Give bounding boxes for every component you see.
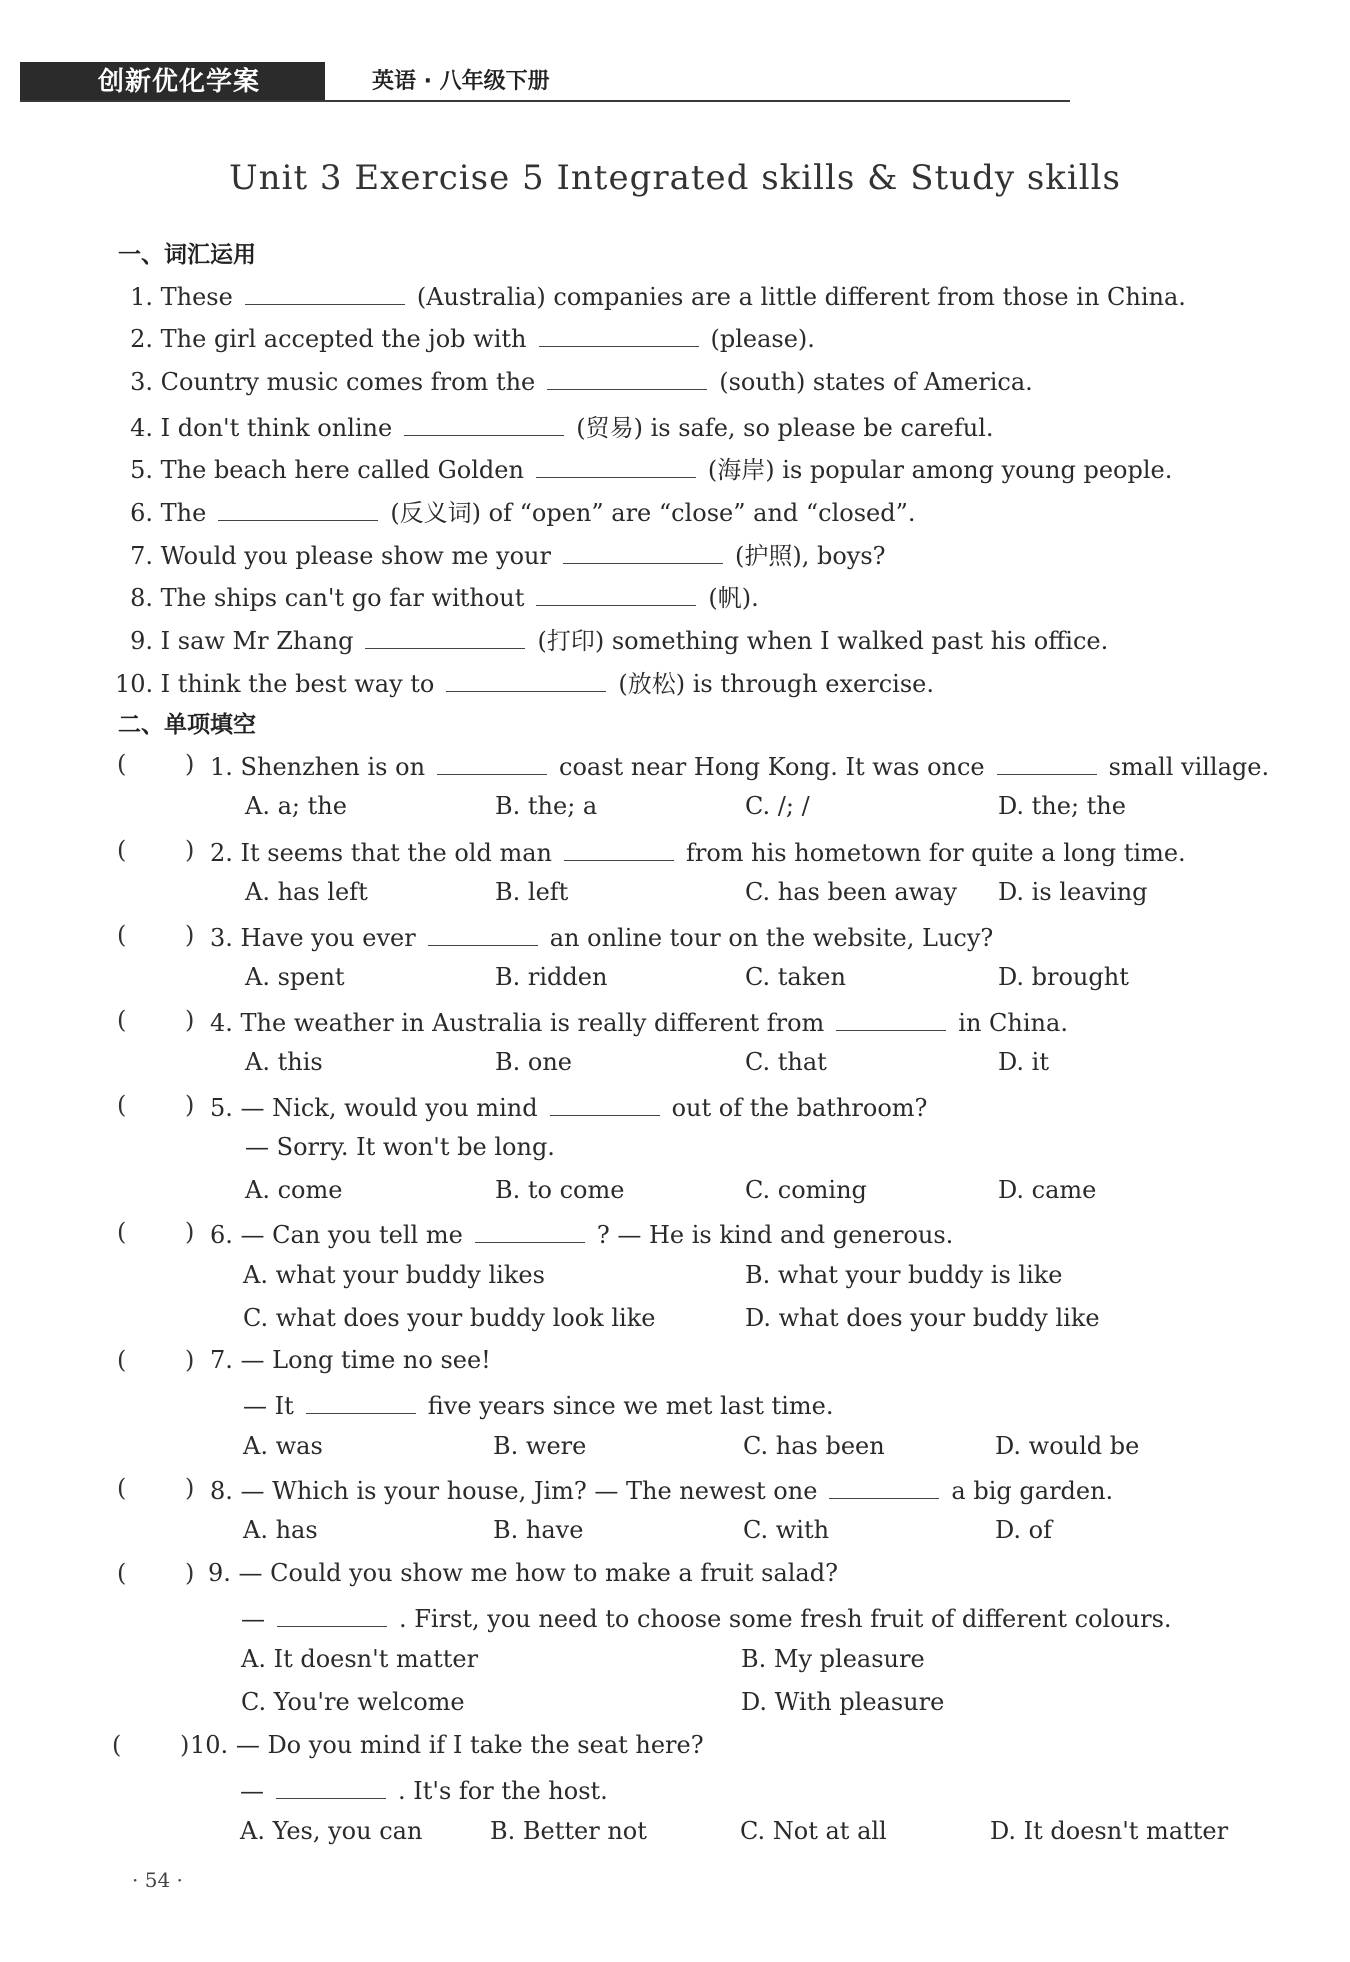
answer-paren-close: ) bbox=[185, 1218, 195, 1246]
answer-paren-close: ) bbox=[185, 836, 195, 864]
answer-paren-close: ) bbox=[185, 1006, 195, 1034]
vocab-item: 3. Country music comes from the (south) states of America. bbox=[128, 365, 1033, 396]
answer-blank[interactable] bbox=[539, 322, 699, 347]
option-b[interactable]: B. ridden bbox=[495, 963, 608, 991]
option-d[interactable]: D. It doesn't matter bbox=[990, 1817, 1229, 1845]
option-d[interactable]: D. With pleasure bbox=[741, 1688, 945, 1716]
answer-blank[interactable] bbox=[550, 1091, 660, 1116]
option-b[interactable]: B. the; a bbox=[495, 792, 598, 820]
option-d[interactable]: D. of bbox=[995, 1516, 1052, 1544]
question-5: 5. — Nick, would you mind out of the bathroom? bbox=[210, 1091, 927, 1122]
option-a[interactable]: A. come bbox=[245, 1176, 343, 1204]
option-b[interactable]: B. what your buddy is like bbox=[745, 1261, 1063, 1289]
page-title: Unit 3 Exercise 5 Integrated skills & Study skills bbox=[229, 158, 1121, 198]
answer-paren-open[interactable]: ( bbox=[117, 1474, 127, 1502]
answer-blank[interactable] bbox=[276, 1774, 386, 1799]
question-10-reply: — . It's for the host. bbox=[240, 1774, 608, 1805]
question-3: 3. Have you ever an online tour on the website, Lucy? bbox=[210, 921, 993, 952]
answer-paren-close: ) bbox=[185, 750, 195, 778]
option-c[interactable]: C. taken bbox=[745, 963, 846, 991]
answer-paren-open[interactable]: ( bbox=[112, 1731, 122, 1759]
option-a[interactable]: A. spent bbox=[245, 963, 345, 991]
answer-blank[interactable] bbox=[218, 496, 378, 521]
section-heading-multiple-choice: 二、单项填空 bbox=[118, 712, 256, 738]
option-b[interactable]: B. were bbox=[493, 1432, 587, 1460]
answer-paren-open[interactable]: ( bbox=[117, 1006, 127, 1034]
option-a[interactable]: A. was bbox=[243, 1432, 323, 1460]
answer-paren-close: ) bbox=[185, 1559, 195, 1587]
option-c[interactable]: C. coming bbox=[745, 1176, 867, 1204]
header-rule bbox=[20, 100, 1070, 102]
vocab-item: 9. I saw Mr Zhang (打印) something when I walked past his office. bbox=[128, 621, 1108, 656]
vocab-item: 2. The girl accepted the job with (please). bbox=[128, 322, 815, 353]
answer-paren-open[interactable]: ( bbox=[117, 1559, 127, 1587]
answer-paren-open[interactable]: ( bbox=[117, 1218, 127, 1246]
option-b[interactable]: B. left bbox=[495, 878, 569, 906]
answer-blank[interactable] bbox=[446, 667, 606, 692]
answer-blank[interactable] bbox=[428, 921, 538, 946]
option-c[interactable]: C. has been away bbox=[745, 878, 958, 906]
answer-blank[interactable] bbox=[475, 1218, 585, 1243]
option-a[interactable]: A. this bbox=[245, 1048, 323, 1076]
answer-paren-open[interactable]: ( bbox=[117, 836, 127, 864]
answer-blank[interactable] bbox=[829, 1474, 939, 1499]
page-header bbox=[20, 62, 1070, 102]
option-d[interactable]: D. the; the bbox=[998, 792, 1126, 820]
answer-blank[interactable] bbox=[306, 1389, 416, 1414]
vocab-item: 10. I think the best way to (放松) is through exercise. bbox=[115, 664, 934, 699]
answer-paren-close: ) bbox=[185, 921, 195, 949]
question-9: 9. — Could you show me how to make a fruit salad? bbox=[208, 1559, 838, 1587]
option-d[interactable]: D. what does your buddy like bbox=[745, 1304, 1100, 1332]
answer-blank[interactable] bbox=[547, 365, 707, 390]
option-a[interactable]: A. has bbox=[243, 1516, 318, 1544]
answer-paren-close: ) bbox=[185, 1091, 195, 1119]
vocab-item: 1. These (Australia) companies are a little different from those in China. bbox=[128, 280, 1186, 311]
option-d[interactable]: D. brought bbox=[998, 963, 1129, 991]
vocab-item: 6. The (反义词) of “open” are “close” and “closed”. bbox=[128, 493, 916, 528]
answer-blank[interactable] bbox=[245, 280, 405, 305]
answer-blank[interactable] bbox=[564, 836, 674, 861]
answer-blank[interactable] bbox=[365, 624, 525, 649]
option-c[interactable]: C. what does your buddy look like bbox=[243, 1304, 656, 1332]
question-6: 6. — Can you tell me ? — He is kind and generous. bbox=[210, 1218, 953, 1249]
answer-blank[interactable] bbox=[563, 539, 723, 564]
option-a[interactable]: A. has left bbox=[245, 878, 368, 906]
option-c[interactable]: C. has been bbox=[743, 1432, 885, 1460]
answer-paren-open[interactable]: ( bbox=[117, 750, 127, 778]
question-4: 4. The weather in Australia is really different from in China. bbox=[210, 1006, 1068, 1037]
option-b[interactable]: B. Better not bbox=[490, 1817, 647, 1845]
question-10: 10. — Do you mind if I take the seat here? bbox=[190, 1731, 704, 1759]
answer-blank[interactable] bbox=[277, 1602, 387, 1627]
answer-paren-open[interactable]: ( bbox=[117, 1346, 127, 1374]
question-8: 8. — Which is your house, Jim? — The newest one a big garden. bbox=[210, 1474, 1113, 1505]
option-a[interactable]: A. Yes, you can bbox=[240, 1817, 423, 1845]
answer-paren-open[interactable]: ( bbox=[117, 921, 127, 949]
option-d[interactable]: D. came bbox=[998, 1176, 1097, 1204]
answer-blank[interactable] bbox=[536, 581, 696, 606]
option-b[interactable]: B. have bbox=[493, 1516, 584, 1544]
option-b[interactable]: B. My pleasure bbox=[741, 1645, 925, 1673]
question-9-reply: — . First, you need to choose some fresh fruit of different colours. bbox=[241, 1602, 1172, 1633]
option-d[interactable]: D. is leaving bbox=[998, 878, 1148, 906]
option-b[interactable]: B. one bbox=[495, 1048, 573, 1076]
page-number: · 54 · bbox=[132, 1868, 183, 1892]
question-7: 7. — Long time no see! bbox=[210, 1346, 491, 1374]
answer-blank[interactable] bbox=[437, 750, 547, 775]
option-d[interactable]: D. would be bbox=[995, 1432, 1140, 1460]
vocab-item: 7. Would you please show me your (护照), boys? bbox=[128, 536, 886, 571]
question-1: 1. Shenzhen is on coast near Hong Kong. It was once small village. bbox=[210, 750, 1269, 781]
brand-logo: 创新优化学案 bbox=[20, 62, 325, 102]
option-c[interactable]: C. You're welcome bbox=[241, 1688, 465, 1716]
vocab-item: 5. The beach here called Golden (海岸) is popular among young people. bbox=[128, 450, 1172, 485]
subject-label: 英语 · 八年级下册 bbox=[372, 69, 550, 94]
question-2: 2. It seems that the old man from his hometown for quite a long time. bbox=[210, 836, 1186, 867]
option-d[interactable]: D. it bbox=[998, 1048, 1049, 1076]
section-heading-vocabulary: 一、词汇运用 bbox=[118, 242, 256, 268]
option-c[interactable]: C. that bbox=[745, 1048, 827, 1076]
answer-blank[interactable] bbox=[404, 411, 564, 436]
option-a[interactable]: A. a; the bbox=[245, 792, 347, 820]
answer-paren-close: ) bbox=[185, 1474, 195, 1502]
option-c[interactable]: C. /; / bbox=[745, 792, 810, 820]
option-b[interactable]: B. to come bbox=[495, 1176, 625, 1204]
option-a[interactable]: A. what your buddy likes bbox=[243, 1261, 545, 1289]
answer-blank[interactable] bbox=[836, 1006, 946, 1031]
question-7-reply: — It five years since we met last time. bbox=[243, 1389, 833, 1420]
answer-paren-close: ) bbox=[180, 1731, 190, 1759]
option-a[interactable]: A. It doesn't matter bbox=[241, 1645, 479, 1673]
question-5-reply: — Sorry. It won't be long. bbox=[245, 1133, 555, 1161]
vocab-item: 8. The ships can't go far without (帆). bbox=[128, 578, 759, 613]
option-c[interactable]: C. Not at all bbox=[740, 1817, 887, 1845]
answer-blank[interactable] bbox=[997, 750, 1097, 775]
vocab-item: 4. I don't think online (贸易) is safe, so please be careful. bbox=[128, 408, 994, 443]
answer-paren-open[interactable]: ( bbox=[117, 1091, 127, 1119]
option-c[interactable]: C. with bbox=[743, 1516, 830, 1544]
answer-paren-close: ) bbox=[185, 1346, 195, 1374]
answer-blank[interactable] bbox=[536, 453, 696, 478]
